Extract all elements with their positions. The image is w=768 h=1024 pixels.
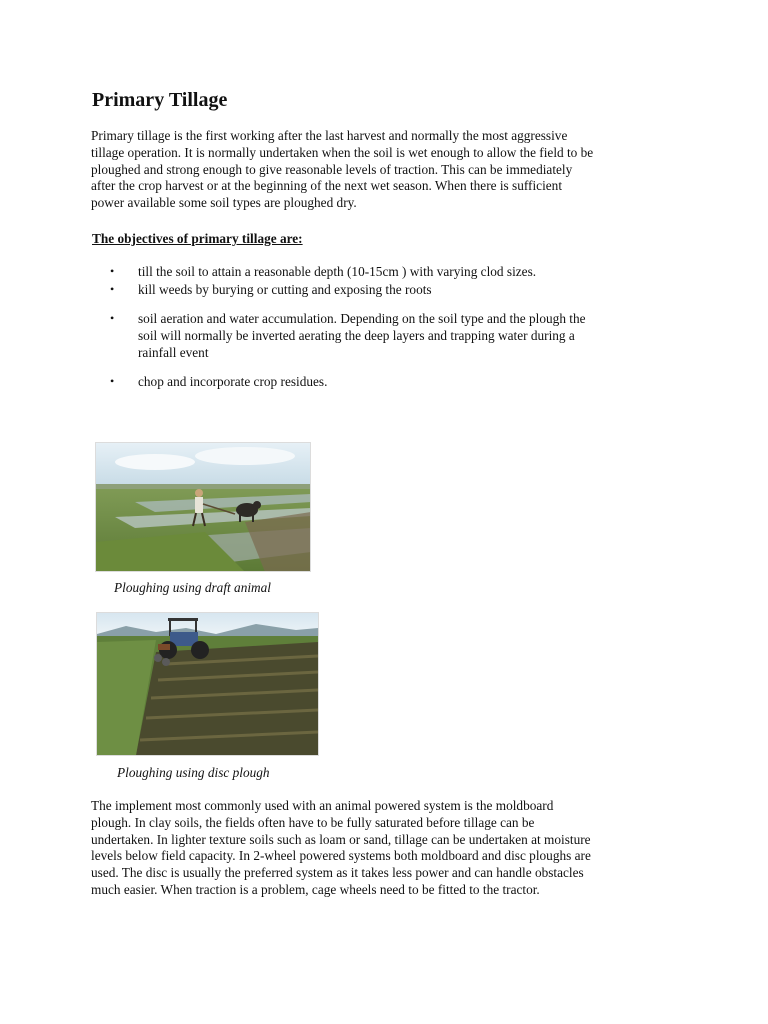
objective-item [110,263,680,280]
tractor-disc-plough-image [96,612,319,756]
bullet-glyph: • [110,282,115,296]
closing-line: plough. In clay soils, the fields often have to be fully saturated before tillage can be [91,814,535,830]
figure-caption: Ploughing using disc plough [117,765,270,780]
closing-line: much easier. When traction is a problem, cage wheels need to be fitted to the tractor. [91,881,540,897]
objective-line: rainfall event [138,345,209,360]
bullet-glyph: • [110,264,115,278]
closing-line: levels below field capacity. In 2-wheel powered systems both moldboard and disc ploughs are [91,848,591,864]
bullet-glyph: • [110,311,115,325]
tractor-disc-plough-photo [96,612,319,756]
objective-line: soil will normally be inverted aerating the deep layers and trapping water during a [138,328,575,343]
draft-animal-ploughing-photo [95,442,311,572]
draft-animal-ploughing-image [95,442,311,572]
intro-paragraph [91,128,691,212]
page-title: Primary Tillage [92,89,228,111]
objective-item [110,310,680,361]
closing-paragraph [91,798,691,899]
objective-text [138,310,680,361]
objective-text: chop and incorporate crop residues. [138,374,328,389]
closing-line: undertaken. In lighter texture soils such as loam or sand, tillage can be undertaken at moisture [91,831,591,847]
objective-text: kill weeds by burying or cutting and exposing the roots [138,282,432,297]
intro-line: power available some soil types are ploughed dry. [91,195,357,211]
objectives-heading: The objectives of primary tillage are: [92,231,303,246]
closing-line: The implement most commonly used with an animal powered system is the moldboard [91,798,554,813]
closing-line: used. The disc is usually the preferred system as it takes less power and can handle obstacles [91,865,584,881]
intro-line: after the crop harvest or at the beginning of the next wet season. When there is sufficient [91,178,563,194]
figure-caption: Ploughing using draft animal [114,580,271,595]
objective-item [110,373,680,390]
intro-line: Primary tillage is the first working after the last harvest and normally the most aggressive [91,128,568,143]
intro-line: tillage operation. It is normally undertaken when the soil is wet enough to allow the field to be [91,144,594,160]
objective-text: till the soil to attain a reasonable depth (10-15cm ) with varying clod sizes. [138,264,537,279]
intro-line: ploughed and strong enough to give reasonable levels of traction. This can be immediately [91,161,573,177]
bullet-glyph: • [110,374,115,388]
objective-line: soil aeration and water accumulation. Depending on the soil type and the plough the [138,311,586,326]
objective-item [110,281,680,298]
